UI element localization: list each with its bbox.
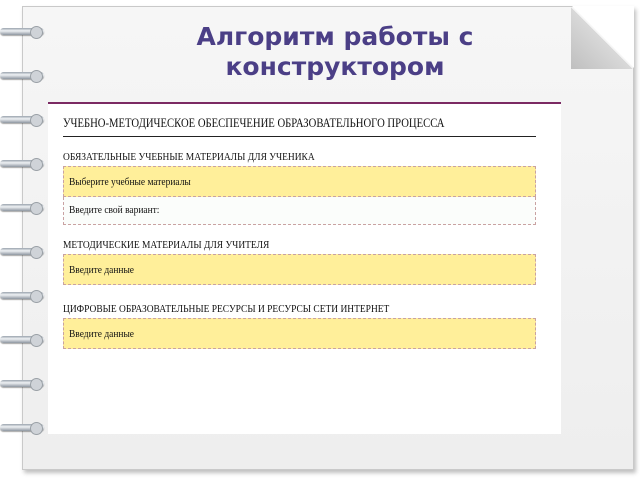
input-placeholder: Введите данные — [69, 329, 134, 340]
binder-ring-icon — [0, 289, 48, 303]
custom-variant-input[interactable] — [63, 197, 536, 225]
teacher-materials-input[interactable] — [63, 254, 536, 285]
input-placeholder: Введите свой вариант: — [69, 205, 160, 216]
form-main-heading: УЧЕБНО-МЕТОДИЧЕСКОЕ ОБЕСПЕЧЕНИЕ ОБРАЗОВАТЕЛЬНОГО ПРОЦЕССА — [63, 115, 445, 130]
section-heading-digital-resources: ЦИФРОВЫЕ ОБРАЗОВАТЕЛЬНЫЕ РЕСУРСЫ И РЕСУРСЫ СЕТИ ИНТЕРНЕТ — [63, 303, 390, 315]
binder-ring-icon — [0, 25, 48, 39]
student-materials-select[interactable] — [63, 166, 536, 197]
binder-ring-icon — [0, 421, 48, 435]
constructor-form-panel — [48, 102, 561, 434]
binder-ring-icon — [0, 245, 48, 259]
slide-title: Алгоритм работы с конструктором — [196, 22, 474, 81]
digital-resources-input[interactable] — [63, 318, 536, 349]
heading-divider — [63, 136, 536, 137]
binder-ring-icon — [0, 333, 48, 347]
folded-corner — [572, 6, 634, 68]
binder-ring-icon — [0, 69, 48, 83]
input-placeholder: Введите данные — [69, 265, 134, 276]
section-heading-student-materials: ОБЯЗАТЕЛЬНЫЕ УЧЕБНЫЕ МАТЕРИАЛЫ ДЛЯ УЧЕНИКА — [63, 151, 315, 163]
binder-ring-icon — [0, 157, 48, 171]
binder-ring-icon — [0, 113, 48, 127]
select-placeholder: Выберите учебные материалы — [69, 177, 191, 188]
binder-ring-icon — [0, 377, 48, 391]
section-heading-teacher-materials: МЕТОДИЧЕСКИЕ МАТЕРИАЛЫ ДЛЯ УЧИТЕЛЯ — [63, 239, 270, 251]
binder-ring-icon — [0, 201, 48, 215]
